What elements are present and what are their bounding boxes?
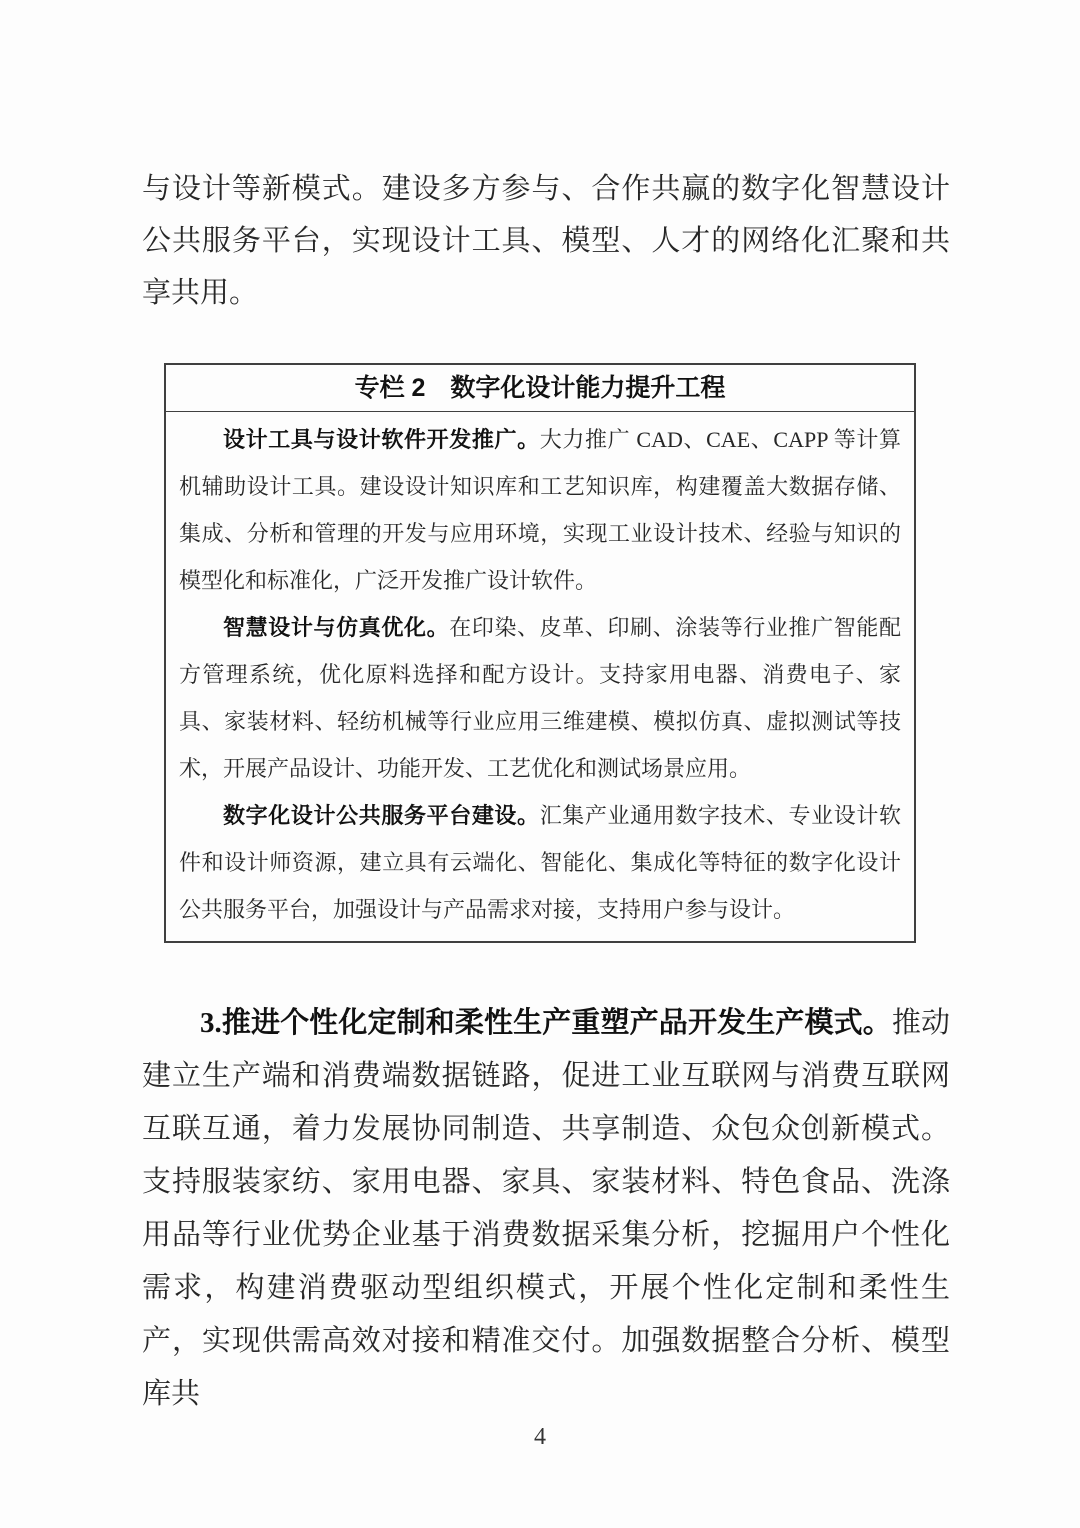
- box-paragraph-lead: 智慧设计与仿真优化。: [223, 615, 450, 640]
- box-paragraph-lead: 数字化设计公共服务平台建设。: [223, 803, 540, 828]
- paragraph-continuation: 与设计等新模式。建设多方参与、合作共赢的数字化智慧设计公共服务平台，实现设计工具、模型、人才的网络化汇聚和共享共用。: [142, 173, 950, 309]
- page-number: 4: [534, 1424, 546, 1450]
- column-box-title: 专栏 2 数字化设计能力提升工程: [166, 365, 914, 412]
- document-page-content: [142, 0, 950, 1421]
- column-box-body: [166, 412, 914, 941]
- box-paragraph-text: 大力推广 CAD、CAE、CAPP 等计算机辅助设计工具。建设设计知识库和工艺知识库，构建覆盖大数据存储、集成、分析和管理的开发与应用环境，实现工业设计技术、经验与知识的模型化和标准化，广泛开发推广设计软件。: [179, 427, 901, 593]
- paragraph-numbered-3: [142, 997, 950, 1421]
- column-box: [164, 363, 916, 943]
- paragraph-numbered-3-lead: 3.推进个性化定制和柔性生产重塑产品开发生产模式。: [200, 1007, 892, 1039]
- box-paragraph-lead: 设计工具与设计软件开发推广。: [223, 427, 540, 452]
- box-paragraph-platform: [179, 792, 901, 933]
- box-paragraph-text: 汇集产业通用数字技术、专业设计软件和设计师资源，建立具有云端化、智能化、集成化等特征的数字化设计公共服务平台，加强设计与产品需求对接，支持用户参与设计。: [179, 803, 901, 922]
- box-paragraph-text: 在印染、皮革、印刷、涂装等行业推广智能配方管理系统，优化原料选择和配方设计。支持家用电器、消费电子、家具、家装材料、轻纺机械等行业应用三维建模、模拟仿真、虚拟测试等技术，开展产品设计、功能开发、工艺优化和测试场景应用。: [179, 615, 901, 781]
- box-paragraph-design-tools: [179, 416, 901, 604]
- box-paragraph-smart-design: [179, 604, 901, 792]
- paragraph-numbered-3-text: 推动建立生产端和消费端数据链路，促进工业互联网与消费互联网互联互通，着力发展协同制造、共享制造、众包众创新模式。支持服装家纺、家用电器、家具、家装材料、特色食品、洗涤用品等行业优势企业基于消费数据采集分析，挖掘用户个性化需求，构建消费驱动型组织模式，开展个性化定制和柔性生产，实现供需高效对接和精准交付。加强数据整合分析、模型库共: [142, 1007, 950, 1410]
